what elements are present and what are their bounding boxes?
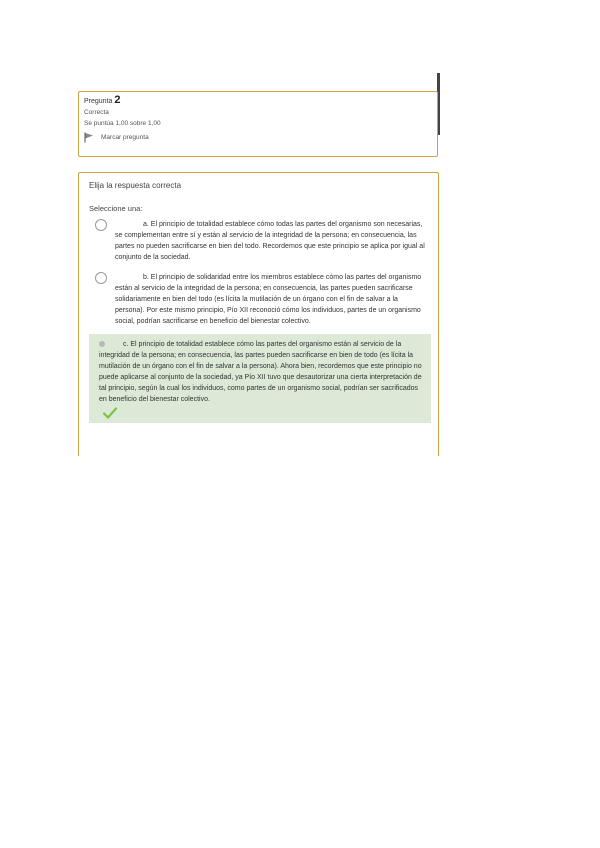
flag-question-link[interactable] [84,132,432,143]
answer-c-text: c. El principio de totalidad establece cómo las partes del organismo están al servicio de la integridad de la persona; en consecuencia, las partes pueden sacrificarse en bien de todo (es lícita la mutilación de un órgano con el fin de salvar a la persona). Ahora bien, recordemos que este principio no puede aplicarse al conjunto de la sociedad, ya Pío XII tuvo que desautorizar una cierta interpretación de tal principio, según la cual los individuos, como partes de un organismo social, podrían ser sacrificados en beneficio del bienestar colectivo. [99,341,422,403]
select-one-label: Seleccione una: [89,204,143,213]
flag-question-label: Marcar pregunta [101,134,149,141]
question-number: 2 [114,94,121,106]
question-prompt: Elija la respuesta correcta [89,181,182,190]
answer-option-b[interactable] [89,270,428,329]
radio-a[interactable] [95,219,107,231]
question-label: Pregunta [84,98,113,105]
flag-icon [84,132,94,143]
answer-a-text: a. El principio de totalidad establece cómo todas las partes del organismo son necesarias, se complementan entre sí y están al servicio de la integridad de la persona; en consecuencia, las partes no pueden sacrificarse en bien del todo. Recordemos que este principio se aplica por igual al conjunto de la sociedad. [115,221,425,261]
answer-b-text: b. El principio de solidaridad entre los miembros establece cómo las partes del organismo están al servicio de la integridad de la persona; en consecuencia, las partes pueden sacrificarse solidariamente en bien del todo (es lícita la mutilación de un órgano con el fin de salvar a la persona). Por este mismo principio, Pío XII reconoció cómo los individuos, partes de un organismo social, podrían sacrificarse en beneficio del bienestar colectivo. [115,274,422,325]
answer-option-a[interactable] [89,217,428,265]
question-info-panel [78,91,438,157]
question-content [78,172,439,456]
radio-c-selected[interactable] [99,341,105,347]
radio-b[interactable] [95,272,107,284]
answer-option-c[interactable] [89,334,431,423]
check-icon [103,407,117,419]
question-score: Se puntúa 1,00 sobre 1,00 [84,120,161,127]
question-status: Correcta [84,109,109,116]
question-heading [84,95,432,107]
